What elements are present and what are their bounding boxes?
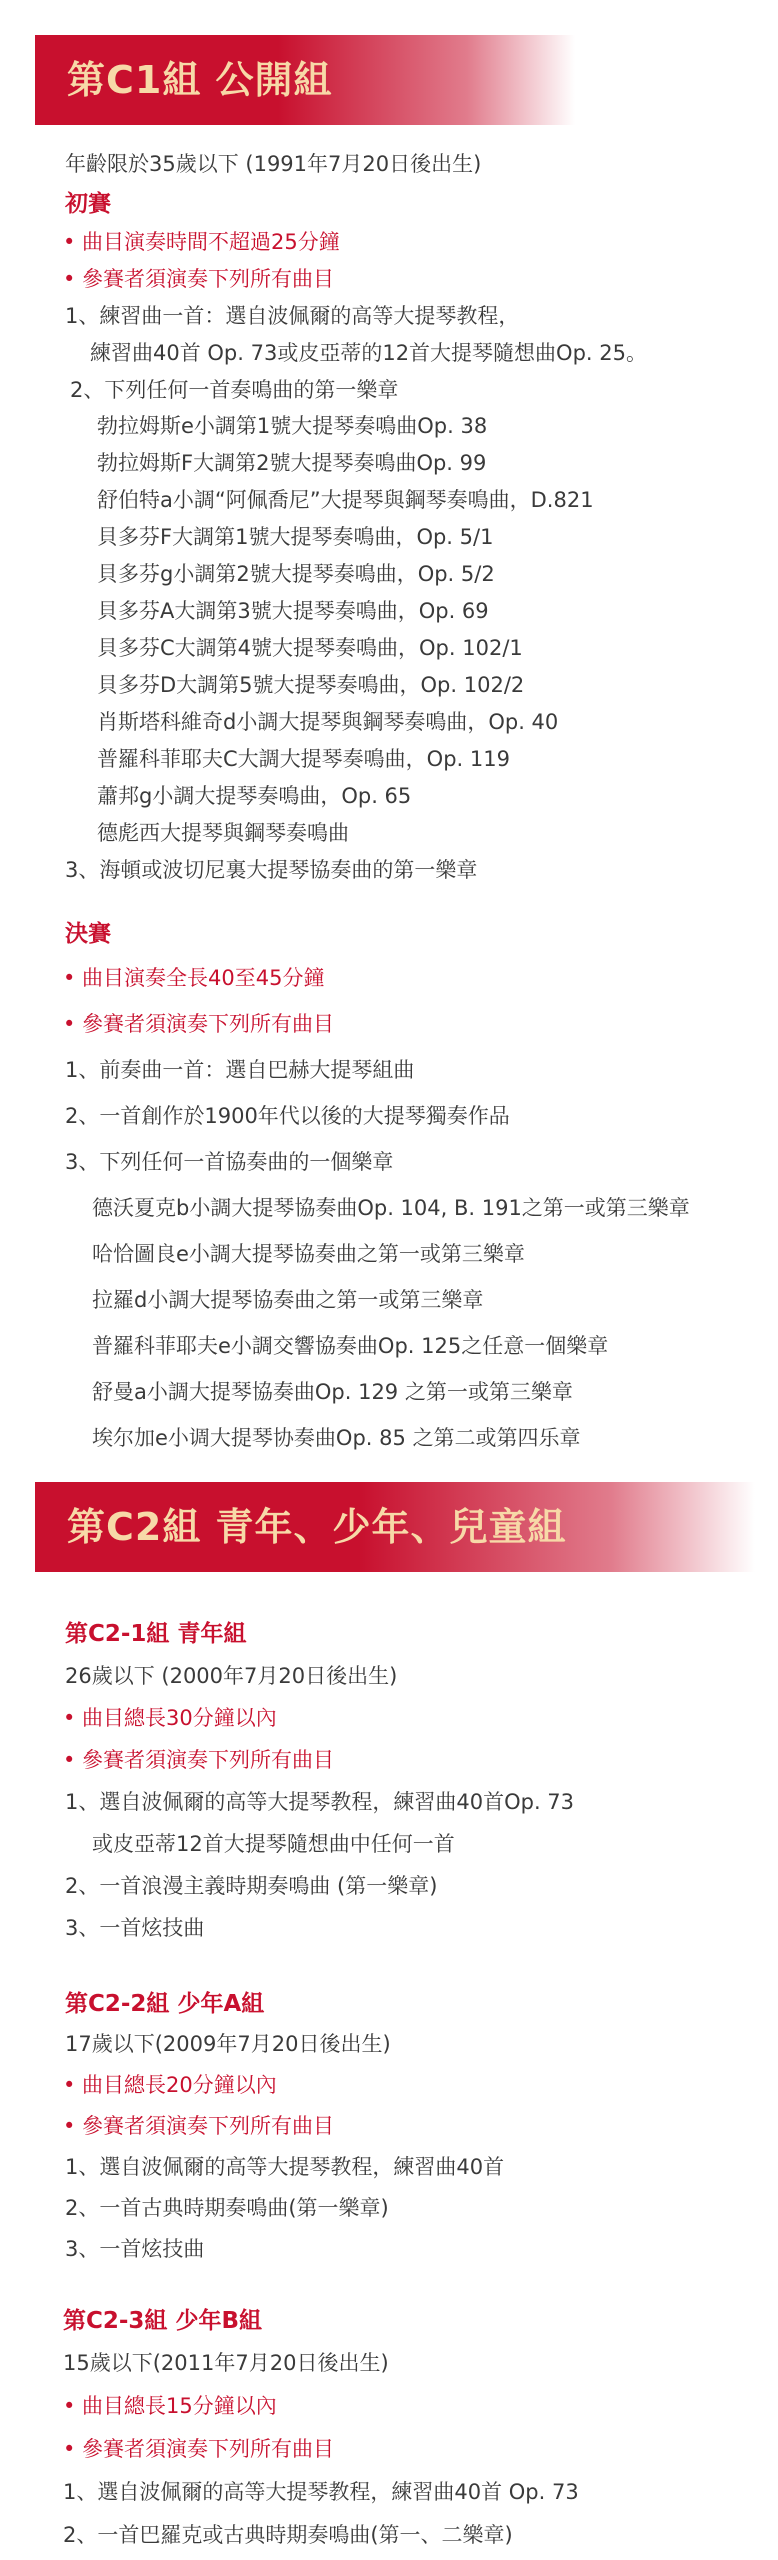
c1-final-rule: • 曲目演奏全長40至45分鐘 <box>63 966 325 990</box>
c1-concerto-item: 德沃夏克b小調大提琴協奏曲Op. 104, B. 191之第一或第三樂章 <box>92 1196 690 1220</box>
c2-junior-a-item: 1、選自波佩爾的高等大提琴教程，練習曲40首 <box>65 2155 505 2179</box>
c1-sonata-item: 勃拉姆斯e小調第1號大提琴奏鳴曲Op. 38 <box>97 414 488 438</box>
c2-youth-heading: 第C2-1組 青年組 <box>65 1621 247 1647</box>
c2-youth-item: 1、選自波佩爾的高等大提琴教程，練習曲40首Op. 73 <box>65 1790 575 1814</box>
c1-prelim-item: 1、練習曲一首：選自波佩爾的高等大提琴教程， <box>65 304 520 328</box>
c1-sonata-item: 普羅科菲耶夫C大調大提琴奏鳴曲，Op. 119 <box>97 747 510 771</box>
c2-junior-b-age: 15歲以下(2011年7月20日後出生) <box>63 2351 389 2375</box>
c2-youth-item: 2、一首浪漫主義時期奏鳴曲 (第一樂章) <box>65 1874 438 1898</box>
c2-junior-b-rule: • 參賽者須演奏下列所有曲目 <box>63 2437 335 2461</box>
section-title-c2: 第C2組 青年、少年、兒童組 <box>67 1505 567 1549</box>
c2-youth-rule: • 曲目總長30分鐘以內 <box>63 1706 277 1730</box>
c1-sonata-item: 貝多芬F大調第1號大提琴奏鳴曲，Op. 5/1 <box>97 525 494 549</box>
c1-concerto-item: 拉羅d小調大提琴協奏曲之第一或第三樂章 <box>92 1288 484 1312</box>
c1-prelim-rule: • 參賽者須演奏下列所有曲目 <box>63 267 335 291</box>
c1-prelim-item: 2、下列任何一首奏鳴曲的第一樂章 <box>70 378 399 402</box>
c1-sonata-item: 德彪西大提琴與鋼琴奏鳴曲 <box>97 821 349 845</box>
c2-junior-b-item: 1、選自波佩爾的高等大提琴教程，練習曲40首 Op. 73 <box>63 2480 579 2504</box>
c1-final-rule: • 參賽者須演奏下列所有曲目 <box>63 1012 335 1036</box>
c2-junior-a-rule: • 參賽者須演奏下列所有曲目 <box>63 2114 335 2138</box>
c1-prelim-rule: • 曲目演奏時間不超過25分鐘 <box>63 230 340 254</box>
c2-junior-b-item: 2、一首巴羅克或古典時期奏鳴曲(第一、二樂章) <box>63 2523 513 2547</box>
c2-junior-a-rule: • 曲目總長20分鐘以內 <box>63 2073 277 2097</box>
c1-concerto-item: 埃尔加e小调大提琴协奏曲Op. 85 之第二或第四乐章 <box>92 1426 581 1450</box>
c1-prelim-heading: 初賽 <box>65 191 111 217</box>
c2-junior-b-rule: • 曲目總長15分鐘以內 <box>63 2394 277 2418</box>
c1-sonata-item: 貝多芬D大調第5號大提琴奏鳴曲，Op. 102/2 <box>97 673 525 697</box>
section-title-c1: 第C1組 公開組 <box>67 58 333 102</box>
c1-concerto-item: 哈恰圖良e小調大提琴協奏曲之第一或第三樂章 <box>92 1242 525 1266</box>
c1-prelim-item: 練習曲40首 Op. 73或皮亞蒂的12首大提琴隨想曲Op. 25。 <box>90 341 647 365</box>
c1-final-item: 1、前奏曲一首：選自巴赫大提琴組曲 <box>65 1058 415 1082</box>
c1-sonata-item: 舒伯特a小調“阿佩喬尼”大提琴與鋼琴奏鳴曲，D.821 <box>97 488 594 512</box>
c1-concerto-item: 舒曼a小調大提琴協奏曲Op. 129 之第一或第三樂章 <box>92 1380 573 1404</box>
c2-youth-rule: • 參賽者須演奏下列所有曲目 <box>63 1748 335 1772</box>
c1-sonata-item: 貝多芬g小調第2號大提琴奏鳴曲，Op. 5/2 <box>97 562 495 586</box>
c1-sonata-item: 貝多芬C大調第4號大提琴奏鳴曲，Op. 102/1 <box>97 636 523 660</box>
c2-youth-item: 3、一首炫技曲 <box>65 1916 205 1940</box>
c2-youth-item: 或皮亞蒂12首大提琴隨想曲中任何一首 <box>92 1832 455 1856</box>
c1-sonata-item: 貝多芬A大調第3號大提琴奏鳴曲，Op. 69 <box>97 599 489 623</box>
c1-prelim-item: 3、海頓或波切尼裏大提琴協奏曲的第一樂章 <box>65 858 478 882</box>
c1-concerto-item: 普羅科菲耶夫e小調交響協奏曲Op. 125之任意一個樂章 <box>92 1334 609 1358</box>
c2-junior-b-heading: 第C2-3組 少年B組 <box>63 2308 262 2334</box>
section-banner-c2 <box>35 1482 755 1572</box>
c2-junior-a-item: 3、一首炫技曲 <box>65 2237 205 2261</box>
c1-final-heading: 決賽 <box>65 921 111 947</box>
c2-junior-a-heading: 第C2-2組 少年A組 <box>65 1991 265 2017</box>
section-banner-c1 <box>35 35 575 125</box>
c1-final-item: 2、一首創作於1900年代以後的大提琴獨奏作品 <box>65 1104 510 1128</box>
c2-youth-age: 26歲以下 (2000年7月20日後出生) <box>65 1664 398 1688</box>
c2-junior-a-age: 17歲以下(2009年7月20日後出生) <box>65 2032 391 2056</box>
c1-age-limit: 年齡限於35歲以下 (1991年7月20日後出生) <box>65 152 482 176</box>
c2-junior-a-item: 2、一首古典時期奏鳴曲(第一樂章) <box>65 2196 389 2220</box>
c1-sonata-item: 肖斯塔科維奇d小調大提琴與鋼琴奏鳴曲，Op. 40 <box>97 710 559 734</box>
c1-sonata-item: 勃拉姆斯F大調第2號大提琴奏鳴曲Op. 99 <box>97 451 487 475</box>
c1-sonata-item: 蕭邦g小調大提琴奏鳴曲，Op. 65 <box>97 784 412 808</box>
c1-final-item: 3、下列任何一首協奏曲的一個樂章 <box>65 1150 394 1174</box>
